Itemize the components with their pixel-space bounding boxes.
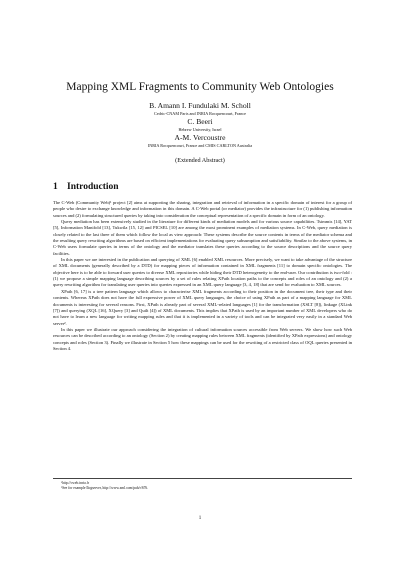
section-number: 1 — [53, 182, 58, 192]
footnote: ²See for example Ilogserver, http://www.xml.com/pub/r/676. — [61, 486, 149, 490]
paragraph: XPath [6, 17] is a tree pattern language which allows to characterise XML fragments according to their position in the document tree, their type and their contents. Whereas XPath does not have the full expressive power of XML query languages, the choice of using XPath as part of a mapping language for XML documents is interesting for several reasons. First, XPath is already part of several XML-related languages [1] for the transformation (XSLT [8]), linkage (XLink [7]) and querying (XQL [16], XQuery [3] and Quilt [4]) of XML documents. This implies that XPath is used by an important number of XML developers who do not have to learn a new language for writing mapping rules and that it is implemented in a variety of tools and can be integrated very easily in a standard Web server². — [53, 288, 352, 326]
footnote: ¹http://cweb.inria.fr — [61, 481, 90, 485]
paragraph: Query mediation has been extensively studied in the literature for different kinds of mediation models and for various source capabilities. Tsimmis [14], YAT [5], Information Manifold [13], Tukwila [15, 12] and PICSEL [10] are among the most prominent examples of mediation systems. In C-Web, query mediation is closely related to the last three of them which follow the local as view approach: These systems describe the source contents in terms of the mediator schema and the resulting query rewriting algorithms are based on efficient implementations for evaluating query subsumption and satisfiability. Similar to the above systems, in C-Web users formulate queries in terms of the ontology and the mediator translates these queries according to the source descriptions and the source query facilities. — [53, 219, 352, 256]
abstract-tag: (Extended Abstract) — [175, 157, 225, 164]
authors-group-1: B. Amann I. Fundulaki M. Scholl — [149, 101, 251, 110]
body-text — [53, 200, 352, 352]
paragraph: The C-Web (Community Web)¹ project [2] aims at supporting the sharing, integration and retrieval of information in a specific domain of interest for a group of people who desire to exchange knowledge and information in this domain. A C-Web portal (or mediator) provides the infrastructure for (1) publishing information sources and (2) formulating structured queries by taking into consideration the conceptual representation of a specific domain in form of an ontology. — [53, 200, 352, 218]
authors-group-2: C. Beeri — [187, 117, 213, 126]
footnotes — [53, 478, 352, 491]
section-title: Introduction — [67, 182, 119, 192]
page-number: 1 — [198, 516, 202, 521]
paragraph: In this paper we are interested in the publication and querying of XML [6] enabled XML resources. More precisely, we want to take advantage of the structure of XML documents (generally described by a DTD) for mapping pieces of information contained in XML fragments [11] to domain specific ontologies. The objective here is to be able to forward user queries to diverse XML repositories while hiding their DTD heterogeneity to the end-user. Our contribution is two-fold : (1) we propose a simple mapping language describing sources by a set of rules relating XPath location paths to the concepts and roles of an ontology and (2) a query rewriting algorithm for translating user queries into queries expressed in an XML query language [3, 4, 18] that are send for evaluation to XML sources. — [53, 257, 352, 288]
affiliation-3: INRIA Rocquencourt, France and CMIS CARLTON Australia — [147, 143, 253, 148]
section-heading — [53, 182, 119, 192]
affiliation-2: Hebrew University, Israel — [178, 127, 222, 132]
authors-group-3: A-M. Vercoustre — [174, 133, 226, 142]
affiliation-1: Cedric-CNAM Paris and INRIA Rocquencourt, France — [153, 111, 247, 116]
paper-title: Mapping XML Fragments to Community Web Ontologies — [66, 81, 334, 93]
author-block — [0, 101, 400, 149]
paragraph: In this paper we illustrate our approach considering the integration of cultural information sources accessible from Web servers. We show how such Web resources can be described according to an ontology (Section 2) by creating mapping rules between XML fragments (identified by XPath expressions) and ontology concepts and roles (Section 3). Finally we illustrate in Section 5 how these mappings can be used for the rewriting of a restricted class of OQL queries presented in Section 4. — [53, 326, 352, 351]
